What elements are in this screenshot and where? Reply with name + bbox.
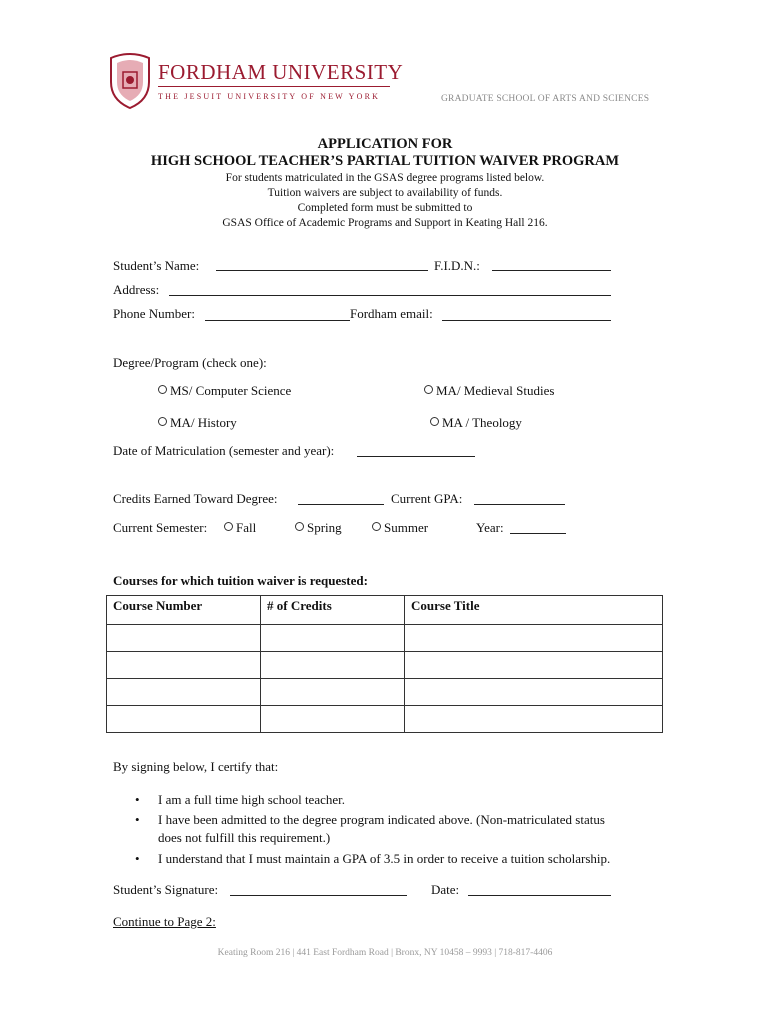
credits-field[interactable] xyxy=(298,504,384,505)
note-line: Completed form must be submitted to xyxy=(297,202,473,214)
note-line: Tuition waivers are subject to availability of funds. xyxy=(267,187,503,199)
degree-label: Degree/Program (check one): xyxy=(113,355,267,370)
degree-option-ms-computer-science[interactable]: MS/ Computer Science xyxy=(158,383,291,399)
radio-circle-icon xyxy=(158,385,167,394)
certify-item: I understand that I must maintain a GPA of 3.5 in order to receive a tuition scholarship. xyxy=(158,851,611,866)
table-row xyxy=(107,652,663,679)
date-label: Date: xyxy=(431,882,460,897)
table-cell[interactable] xyxy=(405,706,663,733)
degree-option-ma-medieval-studies[interactable]: MA/ Medieval Studies xyxy=(424,383,554,399)
radio-circle-icon xyxy=(158,417,167,426)
credits-label: Credits Earned Toward Degree: xyxy=(113,491,278,506)
footer-contact: Keating Room 216 | 441 East Fordham Road | Bronx, NY 10458 – 9993 | 718-817-4406 xyxy=(217,948,553,958)
table-cell[interactable] xyxy=(405,652,663,679)
phone-label: Phone Number: xyxy=(113,306,195,321)
phone-field[interactable] xyxy=(205,320,350,321)
matriculation-field[interactable] xyxy=(357,456,475,457)
courses-table xyxy=(106,595,663,733)
column-header-credits: # of Credits xyxy=(261,596,405,625)
table-cell[interactable] xyxy=(261,625,405,652)
radio-circle-icon xyxy=(424,385,433,394)
table-row xyxy=(107,679,663,706)
semester-option-summer[interactable]: Summer xyxy=(372,520,428,536)
table-cell[interactable] xyxy=(405,679,663,706)
table-cell[interactable] xyxy=(261,652,405,679)
bullet-icon: • xyxy=(135,812,140,827)
table-row xyxy=(107,706,663,733)
degree-option-ma-theology[interactable]: MA / Theology xyxy=(430,415,522,431)
student-name-label: Student’s Name: xyxy=(113,258,200,273)
continue-link[interactable]: Continue to Page 2: xyxy=(113,914,216,929)
form-title-line2: HIGH SCHOOL TEACHER’S PARTIAL TUITION WAIVER PROGRAM xyxy=(150,153,620,169)
gpa-label: Current GPA: xyxy=(391,491,463,506)
matriculation-label: Date of Matriculation (semester and year): xyxy=(113,443,335,458)
certify-intro: By signing below, I certify that: xyxy=(113,759,279,774)
table-cell[interactable] xyxy=(107,652,261,679)
fidn-field[interactable] xyxy=(492,270,611,271)
brand-divider xyxy=(158,86,390,87)
certify-item: I am a full time high school teacher. xyxy=(158,792,345,807)
table-row xyxy=(107,625,663,652)
form-title-line1: APPLICATION FOR xyxy=(317,136,453,152)
column-header-course-title: Course Title xyxy=(405,596,663,625)
table-cell[interactable] xyxy=(107,679,261,706)
university-name: FORDHAM UNIVERSITY xyxy=(158,60,404,84)
year-label: Year: xyxy=(476,520,504,535)
table-header-row xyxy=(107,596,663,625)
table-cell[interactable] xyxy=(261,679,405,706)
fidn-label: F.I.D.N.: xyxy=(434,258,480,273)
courses-heading: Courses for which tuition waiver is requested: xyxy=(113,573,368,588)
email-label: Fordham email: xyxy=(350,306,433,321)
address-field[interactable] xyxy=(169,295,611,296)
column-header-course-number: Course Number xyxy=(107,596,261,625)
certify-item: I have been admitted to the degree program indicated above. (Non-matriculated status xyxy=(158,812,605,827)
signature-field[interactable] xyxy=(230,895,407,896)
school-name: GRADUATE SCHOOL OF ARTS AND SCIENCES xyxy=(441,94,650,104)
address-label: Address: xyxy=(113,282,160,297)
table-cell[interactable] xyxy=(107,625,261,652)
year-field[interactable] xyxy=(510,533,566,534)
radio-circle-icon xyxy=(372,522,381,531)
note-line: For students matriculated in the GSAS degree programs listed below. xyxy=(225,172,545,184)
email-field[interactable] xyxy=(442,320,611,321)
table-cell[interactable] xyxy=(405,625,663,652)
degree-option-ma-history[interactable]: MA/ History xyxy=(158,415,237,431)
semester-option-fall[interactable]: Fall xyxy=(224,520,256,536)
bullet-icon: • xyxy=(135,851,140,866)
note-line: GSAS Office of Academic Programs and Support in Keating Hall 216. xyxy=(222,217,548,229)
university-seal-logo xyxy=(107,52,153,110)
bullet-icon: • xyxy=(135,792,140,807)
certify-item-continued: does not fulfill this requirement.) xyxy=(158,830,331,845)
gpa-field[interactable] xyxy=(474,504,565,505)
semester-label: Current Semester: xyxy=(113,520,208,535)
radio-circle-icon xyxy=(224,522,233,531)
student-name-field[interactable] xyxy=(216,270,428,271)
table-cell[interactable] xyxy=(107,706,261,733)
signature-label: Student’s Signature: xyxy=(113,882,219,897)
radio-circle-icon xyxy=(295,522,304,531)
date-field[interactable] xyxy=(468,895,611,896)
university-tagline: THE JESUIT UNIVERSITY OF NEW YORK xyxy=(158,92,381,101)
semester-option-spring[interactable]: Spring xyxy=(295,520,342,536)
table-cell[interactable] xyxy=(261,706,405,733)
radio-circle-icon xyxy=(430,417,439,426)
